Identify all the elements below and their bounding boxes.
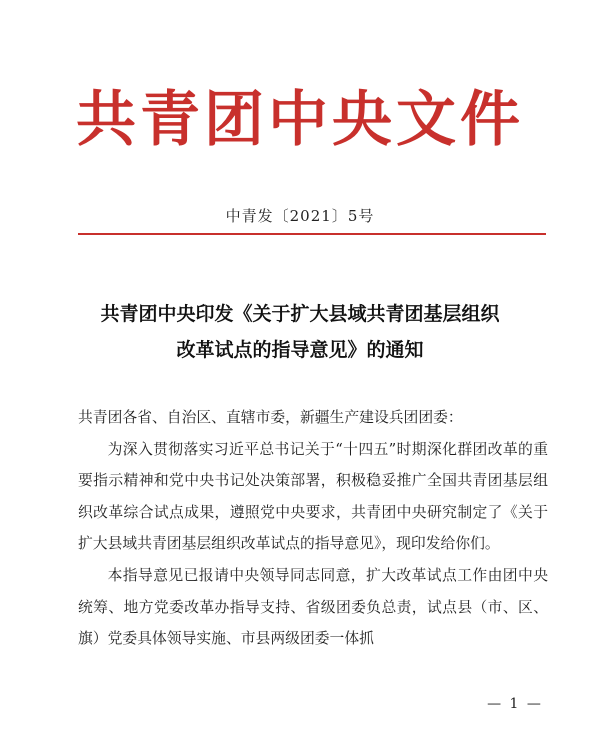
notice-title-line-1: 共青团中央印发《关于扩大县域共青团基层组织 — [100, 303, 500, 325]
red-separator-rule — [78, 233, 546, 235]
masthead-title: 共青团中央文件 — [76, 85, 524, 155]
body-paragraph-2: 本指导意见已报请中央领导同志同意，扩大改革试点工作由团中央统筹、地方党委改革办指导支持、省级团委负总责，试点县（市、区、旗）党委具体领导实施、市县两级团委一体抓 — [78, 566, 548, 648]
addressee-line: 共青团各省、自治区、直辖市委，新疆生产建设兵团团委： — [78, 409, 463, 426]
notice-title — [50, 296, 550, 368]
notice-title-line-2: 改革试点的指导意见》的通知 — [176, 339, 424, 361]
body-paragraph-1: 为深入贯彻落实习近平总书记关于“十四五”时期深化群团改革的重要指示精神和党中央书记处决策部署，积极稳妥推广全国共青团基层组织改革综合试点成果，遵照党中央要求，共青团中央研究制定了《关于扩大县域共青团基层组织改革试点的指导意见》，现印发给你们。 — [78, 440, 548, 553]
document-number: 中青发〔2021〕5号 — [225, 207, 375, 225]
document-body — [78, 402, 548, 655]
page-number: — 1 — — [487, 696, 543, 712]
